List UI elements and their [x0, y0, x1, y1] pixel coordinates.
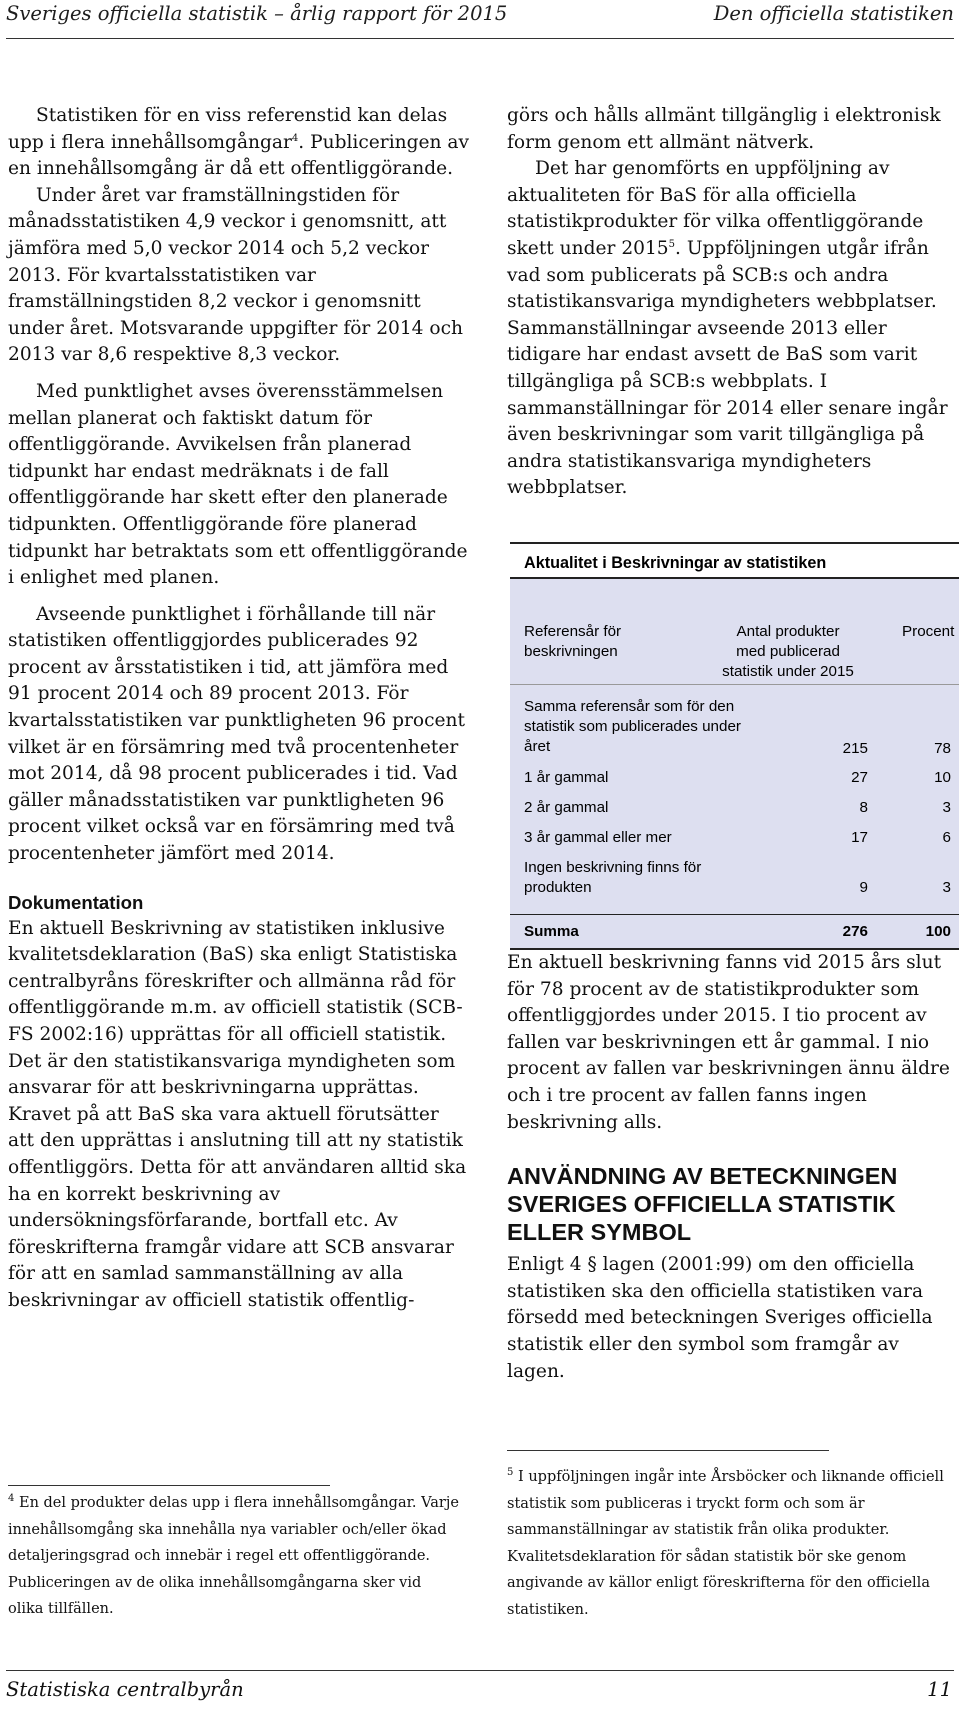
footnote-4-number: 4 [8, 1493, 15, 1505]
row-count: 8 [859, 799, 868, 816]
sum-percent: 100 [925, 923, 951, 940]
row-percent: 3 [942, 799, 951, 816]
row-label: Ingen beskrivning finns för produkten [524, 859, 702, 896]
footnote-4 [8, 1490, 460, 1623]
table-header-row [510, 577, 959, 684]
column-header-reference-year: Referensår för beskrivningen [524, 623, 622, 660]
footnote-4-text: En del produkter delas upp i flera innehållsomgångar. Varje innehållsomgång ska innehålla nya variabler och/eller ökad detaljeringsgrad och innebär i regel ett offentliggörande. Publiceringen av de olika innehållsomgångarna sker vid olika tillfällen. [8, 1495, 459, 1617]
column-header-product-count: Antal produkter med publicerad statistik under 2015 [722, 623, 854, 680]
table-sum-row [510, 914, 959, 950]
sum-label: Summa [524, 923, 579, 940]
row-label: Samma referensår som för den statistik som publicerades under året [524, 698, 741, 755]
paragraph-timeliness-results: En aktuell beskrivning fanns vid 2015 års slut för 78 procent av de statistikprodukter som offentliggjordes under 2015. I tio procent av fallen var beskrivningen ett år gammal. I nio procent av fallen var beskrivningen ännu äldre och i tre procent av fallen fanns ingen beskrivning alls. [507, 952, 950, 1133]
paragraph-followup-text-a: Det har genomförts en uppföljning av aktualiteten för BaS för alla officiella statistikprodukter för vilka offentliggörande skett under 2015 [507, 158, 924, 259]
table-row [510, 848, 959, 898]
row-count: 27 [851, 769, 868, 786]
paragraph-content-rounds [8, 103, 470, 183]
footer-publisher: Statistiska centralbyrån [6, 1678, 244, 1701]
row-label: 1 år gammal [524, 769, 609, 786]
footnote-ref-5: 5 [668, 238, 676, 250]
row-count: 17 [851, 829, 868, 846]
footnote-5-number: 5 [507, 1467, 514, 1479]
footnote-5-text: I uppföljningen ingår inte Årsböcker och liknande officiell statistik som publiceras i tryckt form och som är sammanställningar av statistik från olika produkter. Kvalitetsdeklaration för sådan statistik bör ske genom angivande av källor enligt föreskrifterna för den officiella statistiken. [507, 1469, 944, 1618]
sum-count: 276 [842, 923, 868, 940]
table-row [510, 788, 959, 818]
header-section-title: Den officiella statistiken [713, 2, 954, 25]
row-label: 3 år gammal eller mer [524, 829, 672, 846]
paragraph-law-reference: Enligt 4 § lagen (2001:99) om den officiella statistiken ska den officiella statistiken vara försedd med beteckningen Sveriges officiella statistik eller den symbol som framgår av lagen. [507, 1254, 933, 1382]
paragraph-followup-text-b: . Uppföljningen utgår ifrån vad som publicerats på SCB:s och andra statistikansvariga myndigheters webbplatser. Sammanställningar avseende 2013 eller tidigare har endast avsett de BaS som varit tillgängliga på SCB:s webbplats. I sammanställningar för 2014 eller senare ingår även beskrivningar som varit tillgängliga på andra statistikansvariga myndigheters webbplatser. [507, 237, 948, 499]
row-percent: 3 [942, 879, 951, 896]
header-divider [6, 38, 954, 39]
page-header [0, 0, 960, 48]
heading-dokumentation: Dokumentation [8, 891, 144, 913]
row-percent: 6 [942, 829, 951, 846]
paragraph-punctuality-results: Avseende punktlighet i förhållande till när statistiken offentliggjordes publicerades 92 procent av årsstatistiken i tid, att jämföra med 91 procent 2014 och 89 procent 2013. För kvartalsstatistiken var punktligheten 96 procent vilket är en försämring med två procentenheter mot 2014, då 98 procent publicerades i tid. Vad gäller månadsstatistiken var punktligheten 96 procent vilket också var en försämring med två procentenheter jämfört med 2014. [8, 603, 465, 865]
timeliness-table [510, 542, 959, 950]
footnote-ref-4: 4 [291, 132, 299, 144]
header-report-title: Sveriges officiella statistik – årlig rapport för 2015 [6, 2, 508, 25]
page-footer [0, 1660, 960, 1712]
paragraph-documentation: En aktuell Beskrivning av statistiken inklusive kvalitetsdeklaration (BaS) ska enligt Statistiska centralbyråns föreskrifter och allmänna råd för offentliggörande m.m. av officiell statistik (SCB-FS 2002:16) upprättas för all officiell statistik. Det är den statistikansvariga myndigheten som ansvarar för att beskrivningarna upprättas. Kravet på att BaS ska vara aktuell förutsätter att den upprättas i anslutning till att ny statistik offentliggörs. Detta för att användaren alltid ska ha en korrekt beskrivning av undersökningsförfarande, bortfall etc. Av föreskrifterna framgår vidare att SCB ansvarar för att en samlad sammanställning av alla beskrivningar av officiell statistik offentlig- [8, 917, 467, 1311]
left-column [8, 103, 470, 1315]
table-body [510, 684, 959, 898]
column-header-percent: Procent [902, 623, 955, 640]
paragraph-content-rounds-text-a: Statistiken för en viss referenstid kan delas upp i flera innehållsomgångar [8, 105, 448, 153]
table-row [510, 759, 959, 788]
row-count: 215 [842, 740, 868, 757]
paragraph-content-rounds-text-b: . Publiceringen av en innehållsomgång är då ett offentliggörande. [8, 131, 469, 180]
paragraph-followup [507, 156, 959, 502]
right-column-upper [507, 103, 959, 502]
footnote-divider-right [507, 1450, 829, 1451]
footnote-5 [507, 1464, 959, 1623]
row-percent: 10 [934, 769, 951, 786]
table-row [510, 818, 959, 848]
heading-use-of-designation: ANVÄNDNING AV BETECKNINGEN SVERIGES OFFICIELLA STATISTIK ELLER SYMBOL [507, 1163, 898, 1246]
footer-divider [6, 1670, 954, 1671]
paragraph-production-time: Under året var framställningstiden för månadsstatistiken 4,9 veckor i genomsnitt, att jämföra med 5,0 veckor 2014 och 5,2 veckor 2013. För kvartalsstatistiken var framställningstiden 8,2 veckor i genomsnitt under året. Motsvarande uppgifter för 2014 och 2013 var 8,6 respektive 8,3 veckor. [8, 184, 464, 366]
paragraph-availability: görs och hålls allmänt tillgänglig i elektronisk form genom ett allmänt nätverk. [507, 105, 941, 153]
right-column-lower [507, 950, 959, 1385]
row-percent: 78 [934, 740, 951, 757]
row-count: 9 [859, 879, 868, 896]
footnote-divider-left [8, 1485, 330, 1486]
row-label: 2 år gammal [524, 799, 609, 816]
table-title: Aktualitet i Beskrivningar av statistiken [510, 542, 959, 577]
table-row [510, 693, 959, 759]
page-number: 11 [927, 1678, 952, 1701]
paragraph-punctuality-definition: Med punktlighet avses överensstämmelsen mellan planerat och faktiskt datum för offentliggörande. Avvikelsen från planerad tidpunkt har endast medräknats i de fall offentliggörande har skett efter den planerade tidpunkten. Offentliggörande före planerad tidpunkt har betraktats som ett offentliggörande i enlighet med planen. [8, 380, 468, 589]
